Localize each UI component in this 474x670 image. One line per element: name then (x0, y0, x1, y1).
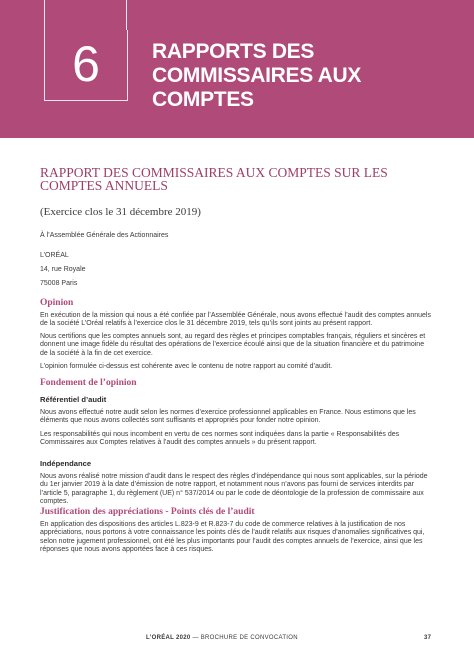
opinion-paragraph-3: L’opinion formulée ci-dessus est cohérente avec le contenu de notre rapport au comité d’audit. (40, 363, 333, 370)
footer-text (146, 635, 298, 641)
justification-paragraph: En application des dispositions des articles L.823-9 et R.823-7 du code de commerce relatives à la justification de nos appréciations, nous portons à votre connaissance les points clés de l’audit relatifs aux risques d’anomalies significatives qui, selon notre jugement professionnel, ont été les plus importants pour l’audit des comptes annuels de l’exercice, ainsi que les réponses que nous avons apportées face à ces risques. (40, 521, 425, 553)
footer-document: BROCHURE DE CONVOCATION (200, 635, 298, 641)
chapter-box-right-line (126, 0, 127, 30)
independence-paragraph: Nous avons réalisé notre mission d’audit dans le respect des règles d’indépendance qui nous sont applicables, sur la période du 1er janvier 2019 à la date d’émission de notre rapport, et notamment nous n’avons pas fourni de services interdits par l’article 5, paragraphe 1, du règlement (UE) n° 537/2014 ou par le code de déontologie de la profession de commissaire aux comptes. (40, 473, 428, 505)
audit-framework-paragraph-2: Les responsabilités qui nous incombent en vertu de ces normes sont indiquées dans la partie « Responsabilités des Commissaires aux Comptes relatives à l’audit des comptes annuels » du présent rapport. (40, 431, 400, 447)
opinion-heading: Opinion (40, 298, 74, 308)
page-number: 37 (424, 635, 432, 641)
independence-heading: Indépendance (40, 459, 92, 468)
chapter-number: 6 (72, 36, 100, 92)
justification-heading: Justification des appréciations - Points clés de l’audit (40, 507, 255, 517)
company-name: L’ORÉAL (40, 252, 69, 259)
opinion-paragraph-1: En exécution de la mission qui nous a été confiée par l’Assemblée Générale, nous avons effectué l’audit des comptes annuels de la société L’Oréal relatifs à l’exercice clos le 31 décembre 2019, tels qu’ils sont joints au présent rapport. (40, 312, 431, 328)
footer-brand: L’ORÉAL 2020 (146, 635, 191, 641)
company-street: 14, rue Royale (40, 266, 86, 273)
report-title: RAPPORT DES COMMISSAIRES AUX COMPTES SUR LES COMPTES ANNUELS (40, 165, 388, 193)
audit-framework-heading: Référentiel d’audit (40, 395, 107, 404)
basis-heading: Fondement de l’opinion (40, 378, 137, 388)
chapter-box-left-line (44, 0, 45, 30)
recipient: À l’Assemblée Générale des Actionnaires (40, 232, 169, 239)
chapter-title: RAPPORTS DES COMMISSAIRES AUX COMPTES (152, 40, 362, 111)
footer-separator: — (190, 635, 201, 641)
exercise-period: (Exercice clos le 31 décembre 2019) (40, 206, 201, 218)
opinion-paragraph-2: Nous certifions que les comptes annuels sont, au regard des règles et principes comptables français, réguliers et sincères et donnent une image fidèle du résultat des opérations de l’exercice écoulé ainsi que de la situation financière et du patrimoine de la société à la fin de cet exercice. (40, 333, 426, 357)
company-city: 75008 Paris (40, 280, 78, 287)
audit-framework-paragraph-1: Nous avons effectué notre audit selon les normes d’exercice professionnel applicables en France. Nous estimons que les éléments que nous avons collectés sont suffisants et appropriés pour fonder notre opinion. (40, 409, 416, 425)
